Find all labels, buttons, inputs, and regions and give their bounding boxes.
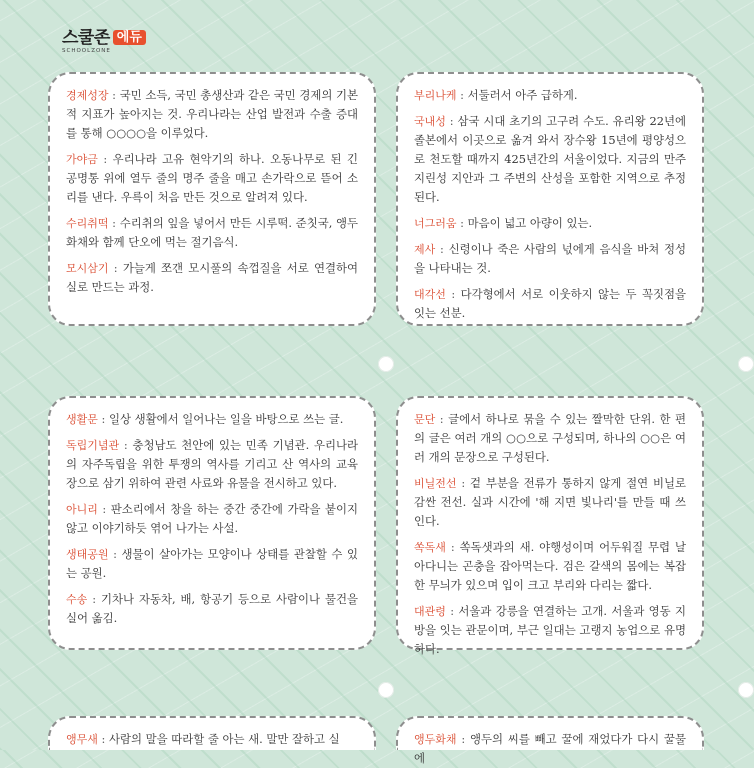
- glossary-entry: 대관령 : 서울과 강릉을 연결하는 고개. 서울과 영동 지방을 잇는 관문이며, 부근 일대는 고랭지 농업으로 유명하다.: [414, 604, 686, 656]
- glossary-term: 아니리: [66, 503, 98, 516]
- glossary-card-6: [396, 716, 704, 765]
- glossary-definition: 우리나라 고유 현악기의 하나. 오동나무로 된 긴 공명통 위에 열두 줄의 명주 줄을 매고 손가락으로 뜯어 소리를 낸다. 우륵이 처음 만든 것으로 알려져 있다.: [66, 152, 358, 204]
- glossary-definition: 신령이나 죽은 사람의 넋에게 음식을 바쳐 정성을 나타내는 것.: [414, 242, 686, 275]
- glossary-term: 가야금: [66, 153, 98, 166]
- glossary-definition: 글에서 하나로 묶을 수 있는 짤막한 단위. 한 편의 글은 여러 개의 ○○으로 구성되며, 하나의 ○○은 여러 개의 문장으로 구성된다.: [414, 412, 686, 464]
- glossary-term: 앵무새: [66, 733, 98, 746]
- glossary-entry: 아니리 : 판소리에서 창을 하는 중간 중간에 가락을 붙이지 않고 이야기하듯 엮어 나가는 사설.: [66, 502, 358, 535]
- glossary-term: 부리나케: [414, 89, 457, 102]
- logo-main-text: 스쿨존: [62, 28, 110, 48]
- glossary-entry: 생활문 : 일상 생활에서 일어나는 일을 바탕으로 쓰는 글.: [66, 412, 344, 426]
- glossary-entry: 모시삼기 : 가늘게 쪼갠 모시풀의 속껍질을 서로 연결하여 실로 만드는 과정.: [66, 261, 358, 294]
- glossary-card-1: [48, 72, 376, 326]
- glossary-card-4: [396, 396, 704, 656]
- glossary-definition: 생물이 살아가는 모양이나 상태를 관찰할 수 있는 공원.: [66, 547, 358, 580]
- glossary-definition: 쏙독샛과의 새. 야행성이며 어두워질 무렵 날아다니는 곤충을 잡아먹는다. 검은 갈색의 몸에는 복잡한 무늬가 있으며 입이 크고 부리와 다리는 짧다.: [414, 540, 686, 592]
- glossary-definition: 수리취의 잎을 넣어서 만든 시루떡. 준칫국, 앵두화채와 함께 단오에 먹는 절기음식.: [66, 216, 358, 249]
- glossary-card-2: [396, 72, 704, 326]
- glossary-entry: 독립기념관 : 충청남도 천안에 있는 민족 기념관. 우리나라의 자주독립을 위한 투쟁의 역사를 기리고 산 역사의 교육장으로 삼기 위하여 관련 사료와 유물을 전시하고 있다.: [66, 438, 358, 490]
- logo-subtext: SCHOOLZONE: [62, 48, 111, 54]
- glossary-entry: 부리나케 : 서둘러서 아주 급하게.: [414, 88, 578, 102]
- glossary-term: 너그러움: [414, 217, 457, 230]
- glossary-definition: 충청남도 천안에 있는 민족 기념관. 우리나라의 자주독립을 위한 투쟁의 역사를 기리고 산 역사의 교육장으로 삼기 위하여 관련 사료와 유물을 전시하고 있다.: [66, 438, 358, 490]
- glossary-entry: 대각선 : 다각형에서 서로 이웃하지 않는 두 꼭짓점을 잇는 선분.: [414, 287, 686, 320]
- glossary-entry: 수리취떡 : 수리취의 잎을 넣어서 만든 시루떡. 준칫국, 앵두화채와 함께 단오에 먹는 절기음식.: [66, 216, 358, 249]
- glossary-term: 생태공원: [66, 548, 109, 561]
- glossary-definition: 삼국 시대 초기의 고구려 수도. 유리왕 22년에 졸본에서 이곳으로 옮겨 와서 장수왕 15년에 평양성으로 천도할 때까지 425년간의 서울이었다. 지금의 만주 지린성 지안과 그 주변의 산성을 포함한 지역으로 추정된다.: [414, 114, 686, 204]
- glossary-definition: 일상 생활에서 일어나는 일을 바탕으로 쓰는 글.: [108, 412, 344, 426]
- glossary-entry: 국내성 : 삼국 시대 초기의 고구려 수도. 유리왕 22년에 졸본에서 이곳으로 옮겨 와서 장수왕 15년에 평양성으로 천도할 때까지 425년간의 서울이었다. 지금의 만주 지린성 지안과 그 주변의 산성을 포함한 지역으로 추정된다.: [414, 114, 686, 204]
- glossary-term: 문단: [414, 413, 436, 426]
- glossary-entry: 앵무새 : 사람의 말을 따라할 줄 아는 새. 말만 잘하고 실: [66, 732, 340, 746]
- glossary-card-5: [48, 716, 376, 750]
- glossary-definition: 가늘게 쪼갠 모시풀의 속껍질을 서로 연결하여 실로 만드는 과정.: [66, 261, 358, 294]
- glossary-definition: 다각형에서 서로 이웃하지 않는 두 꼭짓점을 잇는 선분.: [414, 287, 686, 320]
- glossary-entry: 경제성장 : 국민 소득, 국민 총생산과 같은 국민 경제의 기본적 지표가 높아지는 것. 우리나라는 산업 발전과 수출 증대를 통해 ○○○○을 이루었다.: [66, 88, 358, 140]
- glossary-term: 제사: [414, 243, 436, 256]
- glossary-definition: 사람의 말을 따라할 줄 아는 새. 말만 잘하고 실: [108, 732, 340, 746]
- glossary-definition: 서둘러서 아주 급하게.: [467, 88, 578, 102]
- glossary-term: 경제성장: [66, 89, 109, 102]
- glossary-term: 수송: [66, 593, 88, 606]
- glossary-term: 대관령: [414, 605, 446, 618]
- glossary-entry: 앵두화채 : 앵두의 씨를 빼고 꿀에 재었다가 다시 꿀물에: [414, 732, 686, 765]
- glossary-term: 쏙독새: [414, 541, 446, 554]
- glossary-term: 수리취떡: [66, 217, 109, 230]
- punch-hole: [738, 682, 754, 698]
- punch-hole: [738, 356, 754, 372]
- glossary-definition: 국민 소득, 국민 총생산과 같은 국민 경제의 기본적 지표가 높아지는 것. 우리나라는 산업 발전과 수출 증대를 통해 ○○○○을 이루었다.: [66, 88, 358, 140]
- punch-hole: [378, 682, 394, 698]
- glossary-definition: 판소리에서 창을 하는 중간 중간에 가락을 붙이지 않고 이야기하듯 엮어 나가는 사설.: [66, 502, 358, 535]
- glossary-entry: 가야금 : 우리나라 고유 현악기의 하나. 오동나무로 된 긴 공명통 위에 열두 줄의 명주 줄을 매고 손가락으로 뜯어 소리를 낸다. 우륵이 처음 만든 것으로 알려져 있다.: [66, 152, 358, 204]
- punch-hole: [378, 356, 394, 372]
- glossary-card-3: [48, 396, 376, 650]
- glossary-term: 앵두화채: [414, 733, 457, 746]
- glossary-term: 국내성: [414, 115, 446, 128]
- glossary-entry: 생태공원 : 생물이 살아가는 모양이나 상태를 관찰할 수 있는 공원.: [66, 547, 358, 580]
- glossary-entry: 쏙독새 : 쏙독샛과의 새. 야행성이며 어두워질 무렵 날아다니는 곤충을 잡아먹는다. 검은 갈색의 몸에는 복잡한 무늬가 있으며 입이 크고 부리와 다리는 짧다.: [414, 540, 686, 592]
- glossary-definition: 겉 부분을 전류가 통하지 않게 절연 비닐로 감싼 전선. 실과 시간에 '해 지면 빛나리'를 만들 때 쓰인다.: [414, 476, 686, 528]
- glossary-entry: 수송 : 기차나 자동차, 배, 항공기 등으로 사람이나 물건을 실어 옮김.: [66, 592, 358, 625]
- glossary-entry: 너그러움 : 마음이 넓고 아량이 있는.: [414, 216, 593, 230]
- glossary-term: 모시삼기: [66, 262, 109, 275]
- glossary-definition: 기차나 자동차, 배, 항공기 등으로 사람이나 물건을 실어 옮김.: [66, 592, 358, 625]
- glossary-definition: 서울과 강릉을 연결하는 고개. 서울과 영동 지방을 잇는 관문이며, 부근 일대는 고랭지 농업으로 유명하다.: [414, 604, 686, 656]
- glossary-term: 비닐전선: [414, 477, 457, 490]
- logo: [62, 30, 146, 55]
- logo-edu-badge: 에듀: [113, 30, 146, 45]
- glossary-definition: 마음이 넓고 아량이 있는.: [467, 216, 593, 230]
- glossary-definition: 앵두의 씨를 빼고 꿀에 재었다가 다시 꿀물에: [414, 732, 686, 765]
- glossary-entry: 제사 : 신령이나 죽은 사람의 넋에게 음식을 바쳐 정성을 나타내는 것.: [414, 242, 686, 275]
- glossary-term: 대각선: [414, 288, 446, 301]
- glossary-entry: 문단 : 글에서 하나로 묶을 수 있는 짤막한 단위. 한 편의 글은 여러 개의 ○○으로 구성되며, 하나의 ○○은 여러 개의 문장으로 구성된다.: [414, 412, 686, 464]
- glossary-entry: 비닐전선 : 겉 부분을 전류가 통하지 않게 절연 비닐로 감싼 전선. 실과 시간에 '해 지면 빛나리'를 만들 때 쓰인다.: [414, 476, 686, 528]
- glossary-term: 생활문: [66, 413, 98, 426]
- glossary-term: 독립기념관: [66, 439, 120, 452]
